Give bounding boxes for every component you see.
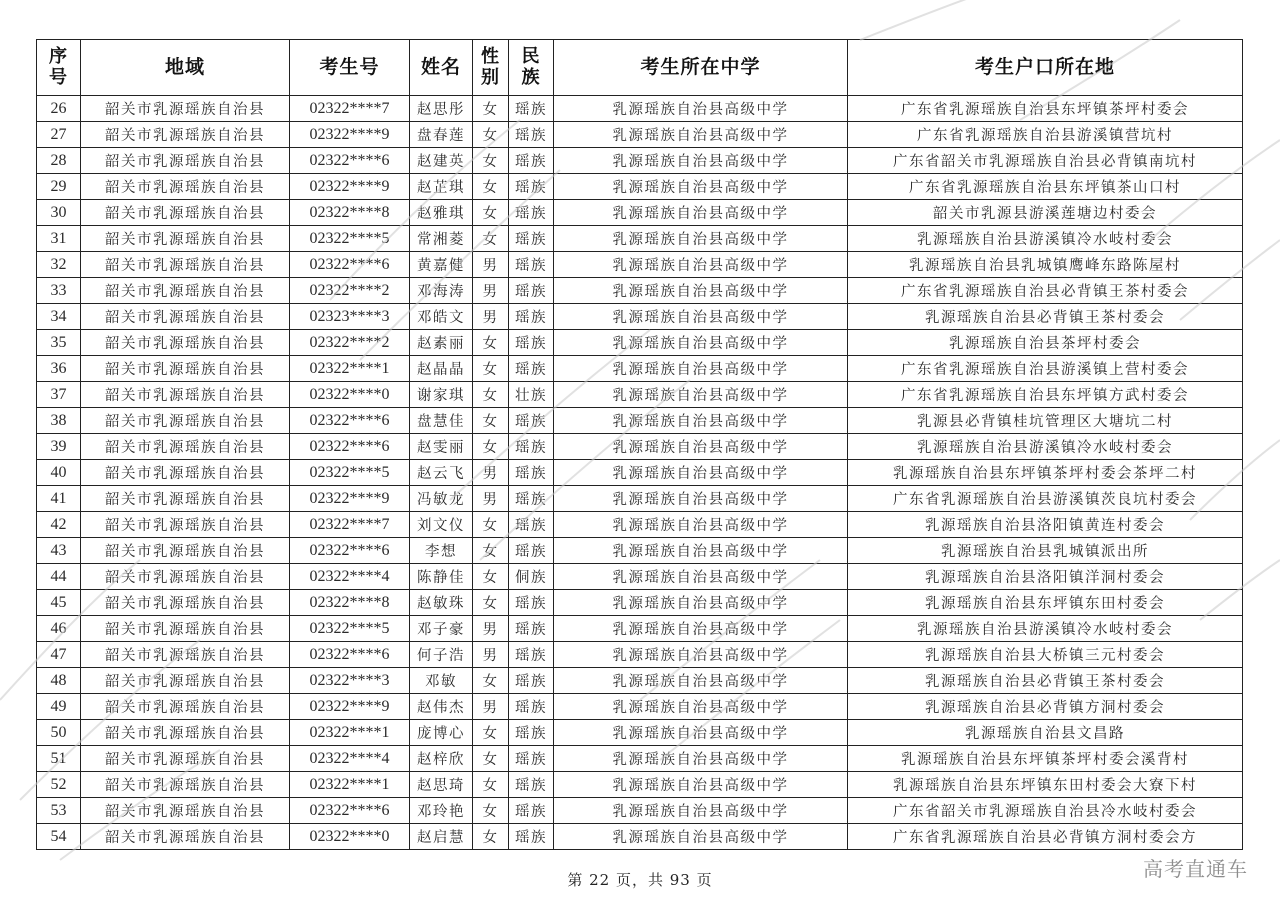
cell-seq: 40 [37, 460, 81, 486]
cell-gender: 女 [473, 174, 509, 200]
cell-hukou: 乳源瑶族自治县必背镇王茶村委会 [848, 668, 1243, 694]
cell-name: 庞博心 [410, 720, 473, 746]
cell-gender: 女 [473, 330, 509, 356]
cell-gender: 女 [473, 772, 509, 798]
header-seq-line1: 序 [49, 45, 68, 67]
cell-gender: 女 [473, 96, 509, 122]
cell-school: 乳源瑶族自治县高级中学 [554, 772, 848, 798]
cell-ethnicity: 瑶族 [509, 330, 554, 356]
cell-hukou: 广东省乳源瑶族自治县游溪镇营坑村 [848, 122, 1243, 148]
table-row [37, 174, 1243, 200]
cell-hukou: 乳源瑶族自治县乳城镇鹰峰东路陈屋村 [848, 252, 1243, 278]
cell-region: 韶关市乳源瑶族自治县 [81, 798, 290, 824]
cell-gender: 女 [473, 590, 509, 616]
cell-exam-id: 02322****4 [290, 746, 410, 772]
cell-gender: 男 [473, 460, 509, 486]
cell-name: 赵敏珠 [410, 590, 473, 616]
cell-seq: 30 [37, 200, 81, 226]
cell-region: 韶关市乳源瑶族自治县 [81, 590, 290, 616]
cell-ethnicity: 瑶族 [509, 122, 554, 148]
cell-exam-id: 02322****7 [290, 96, 410, 122]
cell-region: 韶关市乳源瑶族自治县 [81, 434, 290, 460]
table-row [37, 278, 1243, 304]
cell-gender: 女 [473, 538, 509, 564]
table-row [37, 434, 1243, 460]
table-row [37, 798, 1243, 824]
cell-seq: 26 [37, 96, 81, 122]
cell-region: 韶关市乳源瑶族自治县 [81, 746, 290, 772]
cell-seq: 43 [37, 538, 81, 564]
cell-ethnicity: 瑶族 [509, 590, 554, 616]
cell-hukou: 乳源瑶族自治县必背镇方洞村委会 [848, 694, 1243, 720]
cell-hukou: 乳源瑶族自治县东坪镇东田村委会 [848, 590, 1243, 616]
cell-exam-id: 02322****6 [290, 408, 410, 434]
cell-seq: 34 [37, 304, 81, 330]
cell-exam-id: 02322****6 [290, 252, 410, 278]
cell-seq: 28 [37, 148, 81, 174]
cell-ethnicity: 瑶族 [509, 460, 554, 486]
cell-region: 韶关市乳源瑶族自治县 [81, 538, 290, 564]
cell-name: 赵晶晶 [410, 356, 473, 382]
cell-hukou: 乳源瑶族自治县东坪镇东田村委会大寮下村 [848, 772, 1243, 798]
header-name: 姓名 [410, 40, 473, 96]
cell-exam-id: 02322****6 [290, 538, 410, 564]
cell-gender: 男 [473, 486, 509, 512]
table-row [37, 382, 1243, 408]
cell-region: 韶关市乳源瑶族自治县 [81, 616, 290, 642]
table-row [37, 616, 1243, 642]
table-row [37, 668, 1243, 694]
cell-hukou: 广东省乳源瑶族自治县东坪镇茶坪村委会 [848, 96, 1243, 122]
cell-school: 乳源瑶族自治县高级中学 [554, 122, 848, 148]
cell-school: 乳源瑶族自治县高级中学 [554, 512, 848, 538]
cell-seq: 52 [37, 772, 81, 798]
cell-gender: 男 [473, 252, 509, 278]
cell-school: 乳源瑶族自治县高级中学 [554, 564, 848, 590]
cell-ethnicity: 瑶族 [509, 486, 554, 512]
table-row [37, 460, 1243, 486]
cell-hukou: 乳源瑶族自治县大桥镇三元村委会 [848, 642, 1243, 668]
cell-name: 常湘菱 [410, 226, 473, 252]
cell-gender: 女 [473, 564, 509, 590]
cell-name: 赵梓欣 [410, 746, 473, 772]
cell-hukou: 韶关市乳源县游溪莲塘边村委会 [848, 200, 1243, 226]
cell-name: 李想 [410, 538, 473, 564]
cell-school: 乳源瑶族自治县高级中学 [554, 668, 848, 694]
cell-name: 谢家琪 [410, 382, 473, 408]
cell-seq: 29 [37, 174, 81, 200]
table-row [37, 122, 1243, 148]
cell-region: 韶关市乳源瑶族自治县 [81, 174, 290, 200]
cell-exam-id: 02322****8 [290, 200, 410, 226]
cell-exam-id: 02322****9 [290, 694, 410, 720]
cell-seq: 37 [37, 382, 81, 408]
cell-region: 韶关市乳源瑶族自治县 [81, 122, 290, 148]
cell-ethnicity: 瑶族 [509, 304, 554, 330]
brand-watermark: 高考直通车 [1143, 857, 1248, 881]
cell-school: 乳源瑶族自治县高级中学 [554, 720, 848, 746]
cell-ethnicity: 瑶族 [509, 96, 554, 122]
cell-hukou: 乳源瑶族自治县茶坪村委会 [848, 330, 1243, 356]
table-body [37, 96, 1243, 850]
cell-exam-id: 02322****9 [290, 174, 410, 200]
cell-region: 韶关市乳源瑶族自治县 [81, 772, 290, 798]
header-exam-id: 考生号 [290, 40, 410, 96]
header-school: 考生所在中学 [554, 40, 848, 96]
cell-exam-id: 02322****1 [290, 772, 410, 798]
cell-exam-id: 02322****1 [290, 356, 410, 382]
cell-exam-id: 02322****9 [290, 122, 410, 148]
table-row [37, 642, 1243, 668]
table-row [37, 746, 1243, 772]
cell-region: 韶关市乳源瑶族自治县 [81, 252, 290, 278]
cell-school: 乳源瑶族自治县高级中学 [554, 486, 848, 512]
cell-region: 韶关市乳源瑶族自治县 [81, 382, 290, 408]
cell-seq: 42 [37, 512, 81, 538]
cell-ethnicity: 瑶族 [509, 252, 554, 278]
cell-school: 乳源瑶族自治县高级中学 [554, 746, 848, 772]
header-seq [37, 40, 81, 96]
table-row [37, 824, 1243, 850]
cell-ethnicity: 瑶族 [509, 356, 554, 382]
cell-seq: 51 [37, 746, 81, 772]
cell-school: 乳源瑶族自治县高级中学 [554, 538, 848, 564]
cell-name: 赵建英 [410, 148, 473, 174]
cell-school: 乳源瑶族自治县高级中学 [554, 330, 848, 356]
cell-name: 邓敏 [410, 668, 473, 694]
cell-ethnicity: 瑶族 [509, 746, 554, 772]
cell-ethnicity: 瑶族 [509, 538, 554, 564]
cell-region: 韶关市乳源瑶族自治县 [81, 148, 290, 174]
cell-seq: 31 [37, 226, 81, 252]
cell-region: 韶关市乳源瑶族自治县 [81, 512, 290, 538]
cell-school: 乳源瑶族自治县高级中学 [554, 356, 848, 382]
cell-seq: 39 [37, 434, 81, 460]
cell-school: 乳源瑶族自治县高级中学 [554, 382, 848, 408]
cell-seq: 45 [37, 590, 81, 616]
cell-school: 乳源瑶族自治县高级中学 [554, 148, 848, 174]
table-row [37, 408, 1243, 434]
cell-hukou: 乳源瑶族自治县游溪镇冷水岐村委会 [848, 226, 1243, 252]
cell-name: 何子浩 [410, 642, 473, 668]
table-row [37, 96, 1243, 122]
cell-name: 盘春莲 [410, 122, 473, 148]
header-gender-line1: 性 [481, 45, 500, 67]
cell-gender: 女 [473, 408, 509, 434]
cell-region: 韶关市乳源瑶族自治县 [81, 668, 290, 694]
cell-name: 邓海涛 [410, 278, 473, 304]
table-header-row [37, 40, 1243, 96]
cell-ethnicity: 壮族 [509, 382, 554, 408]
cell-name: 赵雅琪 [410, 200, 473, 226]
cell-seq: 44 [37, 564, 81, 590]
cell-gender: 男 [473, 694, 509, 720]
cell-ethnicity: 瑶族 [509, 798, 554, 824]
cell-name: 刘文仪 [410, 512, 473, 538]
cell-gender: 女 [473, 200, 509, 226]
cell-hukou: 乳源瑶族自治县洛阳镇洋洞村委会 [848, 564, 1243, 590]
header-seq-line2: 号 [49, 66, 68, 88]
cell-exam-id: 02322****5 [290, 616, 410, 642]
cell-exam-id: 02322****0 [290, 382, 410, 408]
cell-region: 韶关市乳源瑶族自治县 [81, 720, 290, 746]
cell-region: 韶关市乳源瑶族自治县 [81, 408, 290, 434]
cell-ethnicity: 瑶族 [509, 512, 554, 538]
cell-name: 赵素丽 [410, 330, 473, 356]
cell-hukou: 广东省韶关市乳源瑶族自治县冷水岐村委会 [848, 798, 1243, 824]
cell-seq: 46 [37, 616, 81, 642]
cell-hukou: 乳源瑶族自治县洛阳镇黄连村委会 [848, 512, 1243, 538]
cell-name: 赵云飞 [410, 460, 473, 486]
cell-school: 乳源瑶族自治县高级中学 [554, 590, 848, 616]
cell-name: 赵芷琪 [410, 174, 473, 200]
cell-name: 陈静佳 [410, 564, 473, 590]
cell-seq: 47 [37, 642, 81, 668]
table-row [37, 512, 1243, 538]
header-ethnicity-line1: 民 [521, 45, 541, 67]
cell-school: 乳源瑶族自治县高级中学 [554, 798, 848, 824]
cell-name: 赵雯丽 [410, 434, 473, 460]
cell-region: 韶关市乳源瑶族自治县 [81, 486, 290, 512]
cell-school: 乳源瑶族自治县高级中学 [554, 200, 848, 226]
cell-hukou: 广东省乳源瑶族自治县东坪镇茶山口村 [848, 174, 1243, 200]
table-row [37, 486, 1243, 512]
cell-region: 韶关市乳源瑶族自治县 [81, 564, 290, 590]
table-row [37, 564, 1243, 590]
cell-exam-id: 02322****6 [290, 434, 410, 460]
table-row [37, 538, 1243, 564]
cell-exam-id: 02322****0 [290, 824, 410, 850]
header-gender [473, 40, 509, 96]
table-row [37, 226, 1243, 252]
cell-seq: 50 [37, 720, 81, 746]
cell-region: 韶关市乳源瑶族自治县 [81, 460, 290, 486]
cell-school: 乳源瑶族自治县高级中学 [554, 304, 848, 330]
cell-ethnicity: 瑶族 [509, 720, 554, 746]
cell-seq: 36 [37, 356, 81, 382]
cell-school: 乳源瑶族自治县高级中学 [554, 278, 848, 304]
cell-ethnicity: 瑶族 [509, 434, 554, 460]
cell-exam-id: 02322****4 [290, 564, 410, 590]
cell-school: 乳源瑶族自治县高级中学 [554, 226, 848, 252]
cell-hukou: 乳源县必背镇桂坑管理区大塘坑二村 [848, 408, 1243, 434]
table-row [37, 694, 1243, 720]
cell-hukou: 乳源瑶族自治县乳城镇派出所 [848, 538, 1243, 564]
cell-ethnicity: 侗族 [509, 564, 554, 590]
cell-gender: 女 [473, 798, 509, 824]
table-row [37, 720, 1243, 746]
cell-ethnicity: 瑶族 [509, 616, 554, 642]
cell-gender: 男 [473, 642, 509, 668]
table-row [37, 356, 1243, 382]
cell-region: 韶关市乳源瑶族自治县 [81, 356, 290, 382]
cell-exam-id: 02322****6 [290, 642, 410, 668]
cell-hukou: 乳源瑶族自治县必背镇王茶村委会 [848, 304, 1243, 330]
cell-ethnicity: 瑶族 [509, 694, 554, 720]
cell-gender: 女 [473, 434, 509, 460]
table-row [37, 590, 1243, 616]
cell-name: 黄嘉健 [410, 252, 473, 278]
cell-gender: 女 [473, 148, 509, 174]
cell-hukou: 广东省乳源瑶族自治县游溪镇茨良坑村委会 [848, 486, 1243, 512]
cell-hukou: 广东省乳源瑶族自治县东坪镇方武村委会 [848, 382, 1243, 408]
table-row [37, 330, 1243, 356]
cell-ethnicity: 瑶族 [509, 148, 554, 174]
cell-gender: 女 [473, 512, 509, 538]
cell-region: 韶关市乳源瑶族自治县 [81, 824, 290, 850]
cell-school: 乳源瑶族自治县高级中学 [554, 174, 848, 200]
cell-gender: 男 [473, 304, 509, 330]
cell-school: 乳源瑶族自治县高级中学 [554, 694, 848, 720]
cell-exam-id: 02322****5 [290, 226, 410, 252]
table-row [37, 148, 1243, 174]
cell-ethnicity: 瑶族 [509, 668, 554, 694]
cell-exam-id: 02322****5 [290, 460, 410, 486]
cell-ethnicity: 瑶族 [509, 824, 554, 850]
cell-region: 韶关市乳源瑶族自治县 [81, 200, 290, 226]
cell-ethnicity: 瑶族 [509, 200, 554, 226]
cell-region: 韶关市乳源瑶族自治县 [81, 642, 290, 668]
cell-seq: 48 [37, 668, 81, 694]
cell-seq: 53 [37, 798, 81, 824]
cell-name: 邓子豪 [410, 616, 473, 642]
cell-ethnicity: 瑶族 [509, 278, 554, 304]
cell-exam-id: 02322****3 [290, 668, 410, 694]
cell-hukou: 广东省乳源瑶族自治县必背镇方洞村委会方 [848, 824, 1243, 850]
cell-exam-id: 02322****6 [290, 798, 410, 824]
cell-seq: 54 [37, 824, 81, 850]
cell-hukou: 乳源瑶族自治县东坪镇茶坪村委会茶坪二村 [848, 460, 1243, 486]
cell-name: 赵伟杰 [410, 694, 473, 720]
cell-gender: 女 [473, 746, 509, 772]
cell-gender: 女 [473, 824, 509, 850]
cell-region: 韶关市乳源瑶族自治县 [81, 304, 290, 330]
cell-gender: 女 [473, 226, 509, 252]
cell-gender: 女 [473, 668, 509, 694]
cell-exam-id: 02322****2 [290, 330, 410, 356]
cell-school: 乳源瑶族自治县高级中学 [554, 434, 848, 460]
cell-gender: 女 [473, 382, 509, 408]
cell-seq: 33 [37, 278, 81, 304]
cell-name: 赵思彤 [410, 96, 473, 122]
cell-ethnicity: 瑶族 [509, 642, 554, 668]
cell-ethnicity: 瑶族 [509, 408, 554, 434]
table-row [37, 772, 1243, 798]
header-ethnicity [509, 40, 554, 96]
cell-school: 乳源瑶族自治县高级中学 [554, 460, 848, 486]
cell-exam-id: 02322****1 [290, 720, 410, 746]
cell-gender: 女 [473, 356, 509, 382]
cell-seq: 32 [37, 252, 81, 278]
cell-region: 韶关市乳源瑶族自治县 [81, 226, 290, 252]
page-number: 第 22 页，共 93 页 [567, 871, 713, 889]
cell-name: 赵思琦 [410, 772, 473, 798]
cell-school: 乳源瑶族自治县高级中学 [554, 616, 848, 642]
cell-seq: 49 [37, 694, 81, 720]
cell-region: 韶关市乳源瑶族自治县 [81, 278, 290, 304]
cell-ethnicity: 瑶族 [509, 226, 554, 252]
cell-exam-id: 02322****6 [290, 148, 410, 174]
cell-hukou: 广东省乳源瑶族自治县游溪镇上营村委会 [848, 356, 1243, 382]
cell-name: 赵启慧 [410, 824, 473, 850]
table-row [37, 200, 1243, 226]
cell-school: 乳源瑶族自治县高级中学 [554, 408, 848, 434]
cell-exam-id: 02323****3 [290, 304, 410, 330]
cell-region: 韶关市乳源瑶族自治县 [81, 330, 290, 356]
cell-seq: 41 [37, 486, 81, 512]
admission-roster-table [36, 39, 1243, 850]
cell-hukou: 乳源瑶族自治县游溪镇冷水岐村委会 [848, 616, 1243, 642]
cell-seq: 38 [37, 408, 81, 434]
cell-hukou: 乳源瑶族自治县文昌路 [848, 720, 1243, 746]
table-row [37, 304, 1243, 330]
cell-name: 邓玲艳 [410, 798, 473, 824]
cell-exam-id: 02322****9 [290, 486, 410, 512]
cell-exam-id: 02322****7 [290, 512, 410, 538]
cell-school: 乳源瑶族自治县高级中学 [554, 252, 848, 278]
header-hukou: 考生户口所在地 [848, 40, 1243, 96]
header-region: 地域 [81, 40, 290, 96]
cell-name: 邓皓文 [410, 304, 473, 330]
cell-school: 乳源瑶族自治县高级中学 [554, 824, 848, 850]
cell-region: 韶关市乳源瑶族自治县 [81, 96, 290, 122]
cell-name: 冯敏龙 [410, 486, 473, 512]
cell-exam-id: 02322****8 [290, 590, 410, 616]
cell-ethnicity: 瑶族 [509, 174, 554, 200]
cell-school: 乳源瑶族自治县高级中学 [554, 642, 848, 668]
cell-seq: 27 [37, 122, 81, 148]
cell-region: 韶关市乳源瑶族自治县 [81, 694, 290, 720]
cell-gender: 女 [473, 720, 509, 746]
cell-school: 乳源瑶族自治县高级中学 [554, 96, 848, 122]
cell-exam-id: 02322****2 [290, 278, 410, 304]
cell-hukou: 乳源瑶族自治县东坪镇茶坪村委会溪背村 [848, 746, 1243, 772]
cell-seq: 35 [37, 330, 81, 356]
cell-gender: 男 [473, 616, 509, 642]
header-ethnicity-line2: 族 [521, 66, 541, 88]
cell-hukou: 乳源瑶族自治县游溪镇冷水岐村委会 [848, 434, 1243, 460]
cell-hukou: 广东省韶关市乳源瑶族自治县必背镇南坑村 [848, 148, 1243, 174]
cell-name: 盘慧佳 [410, 408, 473, 434]
cell-gender: 女 [473, 122, 509, 148]
cell-gender: 男 [473, 278, 509, 304]
header-gender-line2: 别 [481, 66, 500, 88]
table-row [37, 252, 1243, 278]
cell-ethnicity: 瑶族 [509, 772, 554, 798]
cell-hukou: 广东省乳源瑶族自治县必背镇王茶村委会 [848, 278, 1243, 304]
